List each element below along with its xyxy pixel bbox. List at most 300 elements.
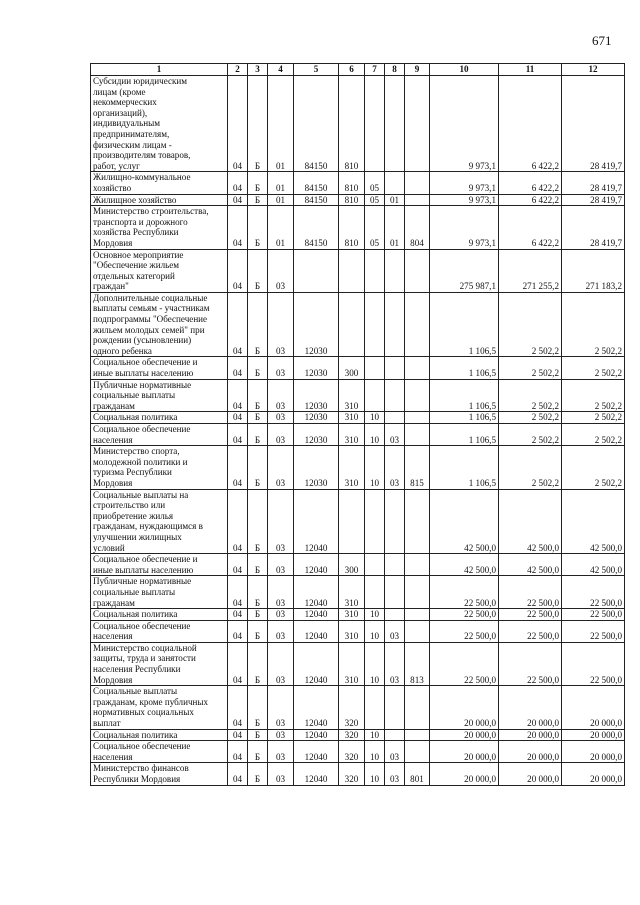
cell-c3: Б (248, 206, 268, 249)
row-name-line: туризма Республики (93, 467, 172, 478)
cell-c4: 03 (268, 620, 294, 642)
table-row (91, 249, 625, 292)
cell-c12: 2 502,2 (562, 357, 625, 379)
row-name-line: Мордовия (93, 237, 133, 248)
row-name-line: Социальное обеспечение (93, 741, 191, 752)
cell-c6: 310 (339, 609, 365, 621)
cell-c2: 04 (228, 424, 248, 446)
row-name-line: подпрограммы "Обеспечение (93, 314, 208, 325)
cell-c7: 05 (365, 172, 385, 194)
cell-c2: 04 (228, 554, 248, 576)
cell-c8 (385, 249, 405, 292)
row-name-line: Социальное обеспечение и (93, 357, 198, 368)
cell-c4: 03 (268, 424, 294, 446)
row-name-line: Жилищное хозяйство (93, 194, 177, 205)
column-header: 4 (268, 64, 294, 76)
cell-c5: 12030 (294, 446, 339, 489)
cell-c11: 22 500,0 (499, 642, 562, 685)
cell-c2: 04 (228, 686, 248, 729)
cell-c10: 1 106,5 (430, 292, 499, 357)
cell-c4: 03 (268, 729, 294, 741)
cell-c3: Б (248, 489, 268, 554)
cell-c7: 10 (365, 620, 385, 642)
table-row (91, 424, 625, 446)
cell-c3: Б (248, 379, 268, 412)
row-name (91, 292, 228, 357)
cell-c11: 2 502,2 (499, 292, 562, 357)
cell-c12: 22 500,0 (562, 576, 625, 609)
row-name-line: строительство или (93, 500, 166, 511)
table-row (91, 729, 625, 741)
row-name-line: организаций), (93, 107, 148, 118)
cell-c5: 84150 (294, 194, 339, 206)
row-name (91, 620, 228, 642)
row-name-line: гражданам (93, 400, 135, 411)
row-name (91, 76, 228, 172)
cell-c2: 04 (228, 76, 248, 172)
cell-c4: 03 (268, 642, 294, 685)
row-name-line: населения (93, 434, 133, 445)
cell-c4: 03 (268, 576, 294, 609)
cell-c12: 2 502,2 (562, 292, 625, 357)
row-name-line: Субсидии юридическим (93, 76, 188, 86)
cell-c11: 20 000,0 (499, 763, 562, 785)
cell-c10: 20 000,0 (430, 686, 499, 729)
cell-c12: 42 500,0 (562, 554, 625, 576)
cell-c11: 271 255,2 (499, 249, 562, 292)
cell-c10: 1 106,5 (430, 379, 499, 412)
cell-c6: 320 (339, 741, 365, 763)
cell-c7 (365, 554, 385, 576)
table-row (91, 642, 625, 685)
row-name (91, 729, 228, 741)
row-name-line: лицам (кроме (93, 86, 146, 97)
cell-c8 (385, 609, 405, 621)
table-row (91, 206, 625, 249)
row-name (91, 576, 228, 609)
cell-c10: 1 106,5 (430, 446, 499, 489)
row-name-line: Социальная политика (93, 609, 178, 620)
row-name-line: нормативных социальных (93, 707, 194, 718)
row-name-line: Министерство спорта, (93, 446, 180, 457)
page-number: 671 (592, 33, 612, 48)
cell-c10: 42 500,0 (430, 489, 499, 554)
cell-c12: 20 000,0 (562, 741, 625, 763)
row-name-line: гражданам, кроме публичных (93, 696, 209, 707)
table-row (91, 446, 625, 489)
cell-c9 (405, 741, 430, 763)
cell-c10: 22 500,0 (430, 576, 499, 609)
cell-c3: Б (248, 357, 268, 379)
cell-c3: Б (248, 763, 268, 785)
cell-c5: 84150 (294, 76, 339, 172)
cell-c11: 22 500,0 (499, 609, 562, 621)
row-name-line: хозяйство (93, 182, 132, 193)
cell-c6: 320 (339, 686, 365, 729)
cell-c6: 300 (339, 357, 365, 379)
cell-c11: 6 422,2 (499, 194, 562, 206)
row-name-line: некоммерческих (93, 97, 157, 108)
cell-c12: 42 500,0 (562, 489, 625, 554)
cell-c7: 10 (365, 763, 385, 785)
cell-c2: 04 (228, 412, 248, 424)
cell-c4: 03 (268, 292, 294, 357)
cell-c7 (365, 357, 385, 379)
cell-c2: 04 (228, 642, 248, 685)
column-header: 8 (385, 64, 405, 76)
cell-c6: 810 (339, 76, 365, 172)
row-name-line: социальные выплаты (93, 390, 176, 401)
row-name-line: Публичные нормативные (93, 379, 192, 390)
cell-c12: 2 502,2 (562, 446, 625, 489)
row-name-line: "Обеспечение жильем (93, 260, 180, 271)
cell-c5: 12040 (294, 729, 339, 741)
row-name (91, 489, 228, 554)
row-name (91, 379, 228, 412)
cell-c3: Б (248, 446, 268, 489)
cell-c7: 10 (365, 609, 385, 621)
cell-c9 (405, 609, 430, 621)
cell-c4: 03 (268, 357, 294, 379)
row-name-line: производителям товаров, (93, 150, 191, 161)
cell-c12: 22 500,0 (562, 620, 625, 642)
cell-c5: 12040 (294, 763, 339, 785)
cell-c9 (405, 194, 430, 206)
cell-c10: 275 987,1 (430, 249, 499, 292)
cell-c12: 22 500,0 (562, 609, 625, 621)
cell-c8: 01 (385, 194, 405, 206)
cell-c9 (405, 554, 430, 576)
cell-c7 (365, 292, 385, 357)
budget-table (90, 63, 625, 786)
cell-c11: 6 422,2 (499, 76, 562, 172)
table-row (91, 357, 625, 379)
cell-c6: 810 (339, 206, 365, 249)
cell-c8: 03 (385, 424, 405, 446)
row-name-line: Министерство социальной (93, 642, 197, 653)
cell-c8 (385, 576, 405, 609)
cell-c10: 9 973,1 (430, 172, 499, 194)
cell-c6 (339, 249, 365, 292)
row-name-line: одного ребенка (93, 345, 152, 356)
cell-c8: 03 (385, 620, 405, 642)
cell-c3: Б (248, 729, 268, 741)
cell-c8: 03 (385, 446, 405, 489)
table-row (91, 609, 625, 621)
row-name (91, 249, 228, 292)
row-name-line: Основное мероприятие (93, 249, 184, 260)
cell-c8 (385, 412, 405, 424)
cell-c4: 03 (268, 686, 294, 729)
cell-c7: 10 (365, 642, 385, 685)
cell-c10: 1 106,5 (430, 357, 499, 379)
cell-c10: 22 500,0 (430, 609, 499, 621)
cell-c10: 22 500,0 (430, 642, 499, 685)
cell-c9 (405, 357, 430, 379)
cell-c4: 03 (268, 379, 294, 412)
row-name-line: Жилищно-коммунальное (93, 172, 191, 183)
column-header: 9 (405, 64, 430, 76)
cell-c5: 84150 (294, 172, 339, 194)
cell-c9: 804 (405, 206, 430, 249)
cell-c8 (385, 554, 405, 576)
cell-c11: 20 000,0 (499, 741, 562, 763)
cell-c3: Б (248, 292, 268, 357)
cell-c8: 03 (385, 642, 405, 685)
cell-c11: 6 422,2 (499, 172, 562, 194)
cell-c9 (405, 76, 430, 172)
cell-c10: 20 000,0 (430, 763, 499, 785)
cell-c3: Б (248, 554, 268, 576)
row-name (91, 554, 228, 576)
cell-c8 (385, 686, 405, 729)
cell-c11: 42 500,0 (499, 489, 562, 554)
row-name-line: Республики Мордовия (93, 774, 181, 784)
row-name-line: населения (93, 631, 133, 642)
cell-c4: 01 (268, 194, 294, 206)
cell-c10: 1 106,5 (430, 412, 499, 424)
cell-c7: 10 (365, 729, 385, 741)
row-name-line: граждан" (93, 281, 129, 292)
cell-c7 (365, 249, 385, 292)
row-name-line: Социальные выплаты (93, 686, 178, 697)
row-name (91, 412, 228, 424)
cell-c5: 12040 (294, 741, 339, 763)
cell-c6: 310 (339, 446, 365, 489)
cell-c6 (339, 489, 365, 554)
cell-c12: 2 502,2 (562, 424, 625, 446)
cell-c4: 03 (268, 446, 294, 489)
cell-c3: Б (248, 249, 268, 292)
cell-c11: 2 502,2 (499, 379, 562, 412)
row-name-line: физическим лицам - (93, 139, 172, 150)
cell-c2: 04 (228, 763, 248, 785)
row-name-line: условий (93, 542, 125, 553)
cell-c3: Б (248, 412, 268, 424)
cell-c2: 04 (228, 357, 248, 379)
cell-c12: 28 419,7 (562, 206, 625, 249)
cell-c6: 300 (339, 554, 365, 576)
cell-c5: 12040 (294, 609, 339, 621)
cell-c7 (365, 686, 385, 729)
cell-c3: Б (248, 424, 268, 446)
cell-c5: 12030 (294, 292, 339, 357)
cell-c7 (365, 489, 385, 554)
table-row (91, 379, 625, 412)
row-name-line: выплаты семьям - участникам (93, 303, 210, 314)
cell-c3: Б (248, 76, 268, 172)
row-name-line: Социальные выплаты на (93, 489, 189, 500)
cell-c11: 2 502,2 (499, 424, 562, 446)
cell-c9: 815 (405, 446, 430, 489)
row-name (91, 642, 228, 685)
cell-c6: 320 (339, 729, 365, 741)
row-name (91, 763, 228, 785)
cell-c2: 04 (228, 194, 248, 206)
row-name-line: иные выплаты населению (93, 368, 194, 379)
cell-c7 (365, 76, 385, 172)
cell-c10: 20 000,0 (430, 729, 499, 741)
row-name-line: гражданам (93, 597, 135, 608)
cell-c8: 01 (385, 206, 405, 249)
table-row (91, 686, 625, 729)
cell-c2: 04 (228, 206, 248, 249)
row-name (91, 424, 228, 446)
cell-c10: 42 500,0 (430, 554, 499, 576)
row-name-line: Мордовия (93, 674, 133, 685)
cell-c3: Б (248, 741, 268, 763)
cell-c7: 10 (365, 741, 385, 763)
cell-c9 (405, 729, 430, 741)
cell-c9 (405, 620, 430, 642)
cell-c8 (385, 379, 405, 412)
cell-c8 (385, 729, 405, 741)
cell-c10: 9 973,1 (430, 206, 499, 249)
cell-c12: 2 502,2 (562, 412, 625, 424)
cell-c11: 2 502,2 (499, 357, 562, 379)
cell-c3: Б (248, 686, 268, 729)
row-name (91, 741, 228, 763)
column-header: 1 (91, 64, 228, 76)
cell-c5: 12040 (294, 489, 339, 554)
row-name-line: выплат (93, 718, 121, 729)
cell-c8 (385, 172, 405, 194)
cell-c3: Б (248, 642, 268, 685)
cell-c6: 310 (339, 620, 365, 642)
row-name-line: Публичные нормативные (93, 576, 192, 587)
cell-c3: Б (248, 172, 268, 194)
row-name-line: Министерство финансов (93, 763, 189, 774)
row-name-line: молодежной политики и (93, 456, 188, 467)
cell-c6: 810 (339, 172, 365, 194)
row-name-line: социальные выплаты (93, 586, 176, 597)
cell-c3: Б (248, 609, 268, 621)
cell-c6: 310 (339, 576, 365, 609)
cell-c9: 801 (405, 763, 430, 785)
cell-c5: 12030 (294, 379, 339, 412)
cell-c5: 12030 (294, 357, 339, 379)
table-row (91, 172, 625, 194)
row-name-line: населения Республики (93, 664, 181, 675)
row-name-line: населения (93, 751, 133, 762)
row-name-line: улучшении жилищных (93, 531, 182, 542)
cell-c10: 22 500,0 (430, 620, 499, 642)
cell-c5: 12030 (294, 412, 339, 424)
table-row (91, 741, 625, 763)
cell-c9: 813 (405, 642, 430, 685)
cell-c10: 20 000,0 (430, 741, 499, 763)
row-name (91, 206, 228, 249)
cell-c12: 271 183,2 (562, 249, 625, 292)
cell-c9 (405, 249, 430, 292)
table-row (91, 554, 625, 576)
cell-c6: 310 (339, 642, 365, 685)
row-name (91, 357, 228, 379)
cell-c5: 12040 (294, 642, 339, 685)
table-row (91, 292, 625, 357)
row-name (91, 446, 228, 489)
cell-c12: 20 000,0 (562, 763, 625, 785)
cell-c7: 10 (365, 412, 385, 424)
cell-c10: 1 106,5 (430, 424, 499, 446)
cell-c6: 320 (339, 763, 365, 785)
cell-c9 (405, 686, 430, 729)
cell-c12: 2 502,2 (562, 379, 625, 412)
cell-c7: 10 (365, 424, 385, 446)
cell-c4: 01 (268, 172, 294, 194)
cell-c12: 20 000,0 (562, 686, 625, 729)
cell-c3: Б (248, 620, 268, 642)
cell-c8 (385, 292, 405, 357)
row-name (91, 686, 228, 729)
column-header: 12 (562, 64, 625, 76)
cell-c9 (405, 412, 430, 424)
table-row (91, 412, 625, 424)
cell-c12: 28 419,7 (562, 76, 625, 172)
cell-c11: 20 000,0 (499, 729, 562, 741)
cell-c9 (405, 379, 430, 412)
cell-c7: 05 (365, 194, 385, 206)
cell-c2: 04 (228, 729, 248, 741)
table-row (91, 489, 625, 554)
cell-c6: 310 (339, 424, 365, 446)
cell-c8 (385, 489, 405, 554)
cell-c12: 20 000,0 (562, 729, 625, 741)
cell-c6: 310 (339, 379, 365, 412)
row-name-line: отдельных категорий (93, 270, 175, 281)
row-name-line: хозяйства Республики (93, 227, 179, 238)
cell-c8: 03 (385, 741, 405, 763)
cell-c5: 12030 (294, 424, 339, 446)
table-row (91, 620, 625, 642)
header-row (91, 64, 625, 76)
column-header: 2 (228, 64, 248, 76)
cell-c2: 04 (228, 620, 248, 642)
cell-c4: 03 (268, 763, 294, 785)
cell-c7 (365, 576, 385, 609)
cell-c12: 28 419,7 (562, 194, 625, 206)
cell-c4: 03 (268, 554, 294, 576)
column-header: 11 (499, 64, 562, 76)
cell-c5: 12040 (294, 620, 339, 642)
cell-c9 (405, 424, 430, 446)
cell-c8 (385, 76, 405, 172)
column-header: 5 (294, 64, 339, 76)
row-name-line: защиты, труда и занятости (93, 653, 196, 664)
cell-c5 (294, 249, 339, 292)
cell-c4: 01 (268, 206, 294, 249)
cell-c5: 12040 (294, 686, 339, 729)
row-name (91, 172, 228, 194)
row-name-line: Социальное обеспечение (93, 620, 191, 631)
cell-c7: 10 (365, 446, 385, 489)
cell-c11: 2 502,2 (499, 412, 562, 424)
cell-c11: 6 422,2 (499, 206, 562, 249)
row-name-line: Дополнительные социальные (93, 292, 208, 303)
row-name-line: приобретение жилья (93, 510, 174, 521)
cell-c11: 2 502,2 (499, 446, 562, 489)
cell-c7: 05 (365, 206, 385, 249)
cell-c5: 12040 (294, 576, 339, 609)
cell-c11: 22 500,0 (499, 620, 562, 642)
cell-c2: 04 (228, 249, 248, 292)
cell-c6: 310 (339, 412, 365, 424)
cell-c4: 03 (268, 249, 294, 292)
cell-c5: 12040 (294, 554, 339, 576)
table-row (91, 194, 625, 206)
row-name-line: работ, услуг (93, 160, 140, 171)
cell-c3: Б (248, 576, 268, 609)
